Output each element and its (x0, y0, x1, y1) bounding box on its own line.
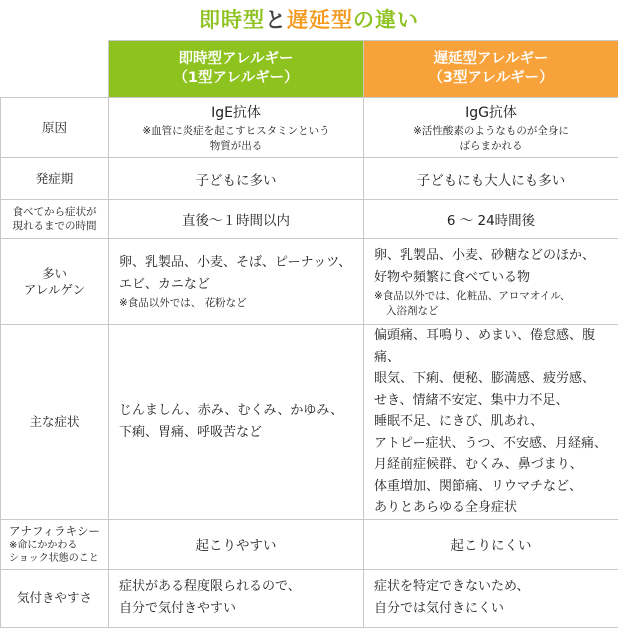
awareness-immediate-line1: 症状がある程度限られるので、 (119, 576, 359, 598)
header-empty-cell (1, 41, 109, 98)
symptoms-delayed-line8: ありとあらゆる全身症状 (374, 497, 614, 519)
header-immediate-line1: 即時型アレルギー (109, 50, 363, 69)
title-immediate: 即時型 (199, 8, 265, 32)
header-immediate (109, 41, 364, 98)
label-timing-line2: 現れるまでの時間 (1, 219, 108, 233)
row-timing (1, 200, 618, 239)
title-and: と (265, 8, 287, 32)
title-delayed: 遅延型 (287, 8, 353, 32)
anaphylaxis-delayed: 起こりにくい (364, 519, 618, 569)
symptoms-immediate-line2: 下痢、胃痛、呼吸苦など (119, 422, 359, 444)
allergens-immediate-line2: エビ、カニなど (119, 274, 359, 296)
allergens-delayed-note-1: ※食品以外では、化粧品、アロマオイル、 (374, 289, 614, 304)
label-awareness: 気付きやすさ (1, 569, 109, 627)
row-onset (1, 158, 618, 200)
symptoms-immediate-line1: じんましん、赤み、むくみ、かゆみ、 (119, 400, 359, 422)
symptoms-delayed-line3: せき、情緒不安定、集中力不足、 (374, 390, 614, 412)
row-symptoms (1, 325, 618, 520)
timing-delayed: 6 ～ 24時間後 (364, 200, 618, 239)
row-cause (1, 98, 618, 158)
label-allergens (1, 239, 109, 325)
title-difference: の違い (353, 8, 419, 32)
label-allergens-line2: アレルゲン (1, 282, 108, 298)
symptoms-delayed-line1: 偏頭痛、耳鳴り、めまい、倦怠感、腹痛、 (374, 325, 614, 368)
row-awareness (1, 569, 618, 627)
cause-delayed (364, 98, 618, 158)
awareness-immediate-line2: 自分で気付きやすい (119, 598, 359, 620)
cause-delayed-note-1: ※活性酸素のようなものが全身に (364, 124, 618, 139)
row-allergens (1, 239, 618, 325)
cause-delayed-note-2: ばらまかれる (364, 139, 618, 154)
label-allergens-line1: 多い (1, 266, 108, 282)
header-delayed-line1: 遅延型アレルギー (364, 50, 618, 69)
cause-immediate-note-2: 物質が出る (109, 139, 363, 154)
row-anaphylaxis (1, 519, 618, 569)
label-onset: 発症期 (1, 158, 109, 200)
label-anaphylaxis-main: アナフィラキシー (1, 524, 108, 539)
allergens-immediate-note: ※食品以外では、 花粉など (119, 296, 359, 311)
onset-immediate: 子どもに多い (109, 158, 364, 200)
symptoms-delayed-line4: 睡眠不足、にきび、肌あれ、 (374, 411, 614, 433)
cause-delayed-main: IgG抗体 (364, 102, 618, 124)
cause-immediate (109, 98, 364, 158)
timing-immediate: 直後～１時間以内 (109, 200, 364, 239)
cause-immediate-main: IgE抗体 (109, 102, 363, 124)
allergens-delayed-line2: 好物や頻繁に食べている物 (374, 267, 614, 289)
label-timing (1, 200, 109, 239)
allergens-immediate-line1: 卵、乳製品、小麦、そば、ピーナッツ、 (119, 252, 359, 274)
symptoms-immediate (109, 325, 364, 520)
header-delayed-line2: （3型アレルギー） (364, 69, 618, 88)
symptoms-delayed-line6: 月経前症候群、むくみ、鼻づまり、 (374, 454, 614, 476)
label-anaphylaxis-note-2: ショック状態のこと (1, 552, 108, 565)
page-title (0, 0, 618, 40)
symptoms-delayed-line7: 体重増加、関節痛、リウマチなど、 (374, 476, 614, 498)
comparison-table (0, 40, 618, 628)
awareness-immediate (109, 569, 364, 627)
label-anaphylaxis (1, 519, 109, 569)
awareness-delayed (364, 569, 618, 627)
label-anaphylaxis-note-1: ※命にかかわる (1, 539, 108, 552)
allergens-delayed (364, 239, 618, 325)
header-row (1, 41, 618, 98)
anaphylaxis-immediate: 起こりやすい (109, 519, 364, 569)
allergens-immediate (109, 239, 364, 325)
allergens-delayed-note-2: 入浴剤など (374, 304, 614, 319)
symptoms-delayed-line2: 眼気、下痢、便秘、膨満感、疲労感、 (374, 368, 614, 390)
label-symptoms: 主な症状 (1, 325, 109, 520)
label-timing-line1: 食べてから症状が (1, 205, 108, 219)
label-cause: 原因 (1, 98, 109, 158)
awareness-delayed-line2: 自分では気付きにくい (374, 598, 614, 620)
onset-delayed: 子どもにも大人にも多い (364, 158, 618, 200)
symptoms-delayed-line5: アトピー症状、うつ、不安感、月経痛、 (374, 433, 614, 455)
awareness-delayed-line1: 症状を特定できないため、 (374, 576, 614, 598)
cause-immediate-note-1: ※血管に炎症を起こすヒスタミンという (109, 124, 363, 139)
allergens-delayed-line1: 卵、乳製品、小麦、砂糖などのほか、 (374, 245, 614, 267)
symptoms-delayed (364, 325, 618, 520)
header-delayed (364, 41, 618, 98)
header-immediate-line2: （1型アレルギー） (109, 69, 363, 88)
